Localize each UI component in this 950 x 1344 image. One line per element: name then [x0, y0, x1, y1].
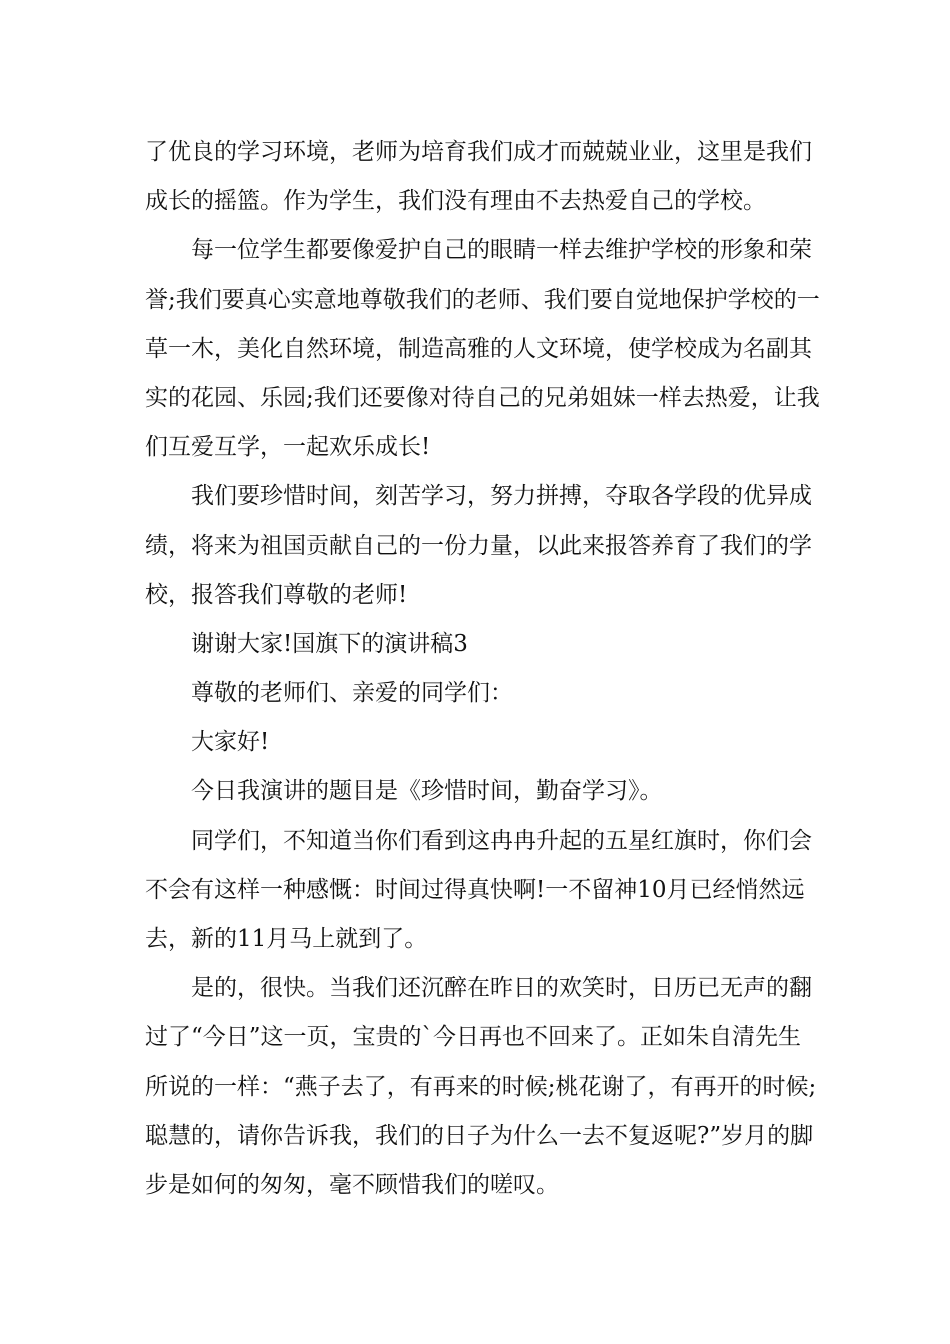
text-line: 大家好! — [191, 729, 270, 756]
text-line: 们互爱互学，一起欢乐成长! — [145, 434, 431, 461]
text-line: 我们要珍惜时间，刻苦学习，努力拼搏，夺取各学段的优异成 — [191, 483, 812, 510]
text-line: 所说的一样：“燕子去了，有再来的时候;桃花谢了，有再开的时候; — [145, 1073, 817, 1100]
text-line: 实的花园、乐园;我们还要像对待自己的兄弟姐妹一样去热爱，让我 — [145, 384, 820, 411]
document-body — [145, 128, 820, 1210]
text-line: 是的，很快。当我们还沉醉在昨日的欢笑时，日历已无声的翻 — [191, 975, 812, 1002]
text-line: 步是如何的匆匆，毫不顾惜我们的嗟叹。 — [145, 1171, 559, 1198]
text-line: 誉;我们要真心实意地尊敬我们的老师、我们要自觉地保护学校的一 — [145, 286, 820, 313]
text-line: 今日我演讲的题目是《珍惜时间，勤奋学习》。 — [191, 778, 663, 805]
text-line: 草一木，美化自然环境，制造高雅的人文环境，使学校成为名副其 — [145, 335, 812, 362]
text-line: 每一位学生都要像爱护自己的眼睛一样去维护学校的形象和荣 — [191, 237, 812, 264]
text-line: 尊敬的老师们、亲爱的同学们： — [191, 680, 513, 707]
text-line: 去，新的11月马上就到了。 — [145, 926, 428, 952]
text-line: 聪慧的，请你告诉我，我们的日子为什么一去不复返呢?”岁月的脚 — [145, 1122, 814, 1149]
text-line: 了优良的学习环境，老师为培育我们成才而兢兢业业，这里是我们 — [145, 139, 812, 165]
text-line: 同学们，不知道当你们看到这冉冉升起的五星红旗时，你们会 — [191, 827, 812, 854]
text-line: 谢谢大家!国旗下的演讲稿3 — [191, 630, 468, 657]
text-line: 成长的摇篮。作为学生，我们没有理由不去热爱自己的学校。 — [145, 188, 766, 215]
text-line: 过了“今日”这一页，宝贵的`今日再也不回来了。正如朱自清先生 — [145, 1024, 802, 1051]
text-line: 不会有这样一种感慨：时间过得真快啊!一不留神10月已经悄然远 — [145, 876, 805, 903]
text-line: 绩，将来为祖国贡献自己的一份力量，以此来报答养育了我们的学 — [145, 532, 812, 559]
text-line: 校，报答我们尊敬的老师! — [145, 581, 408, 608]
